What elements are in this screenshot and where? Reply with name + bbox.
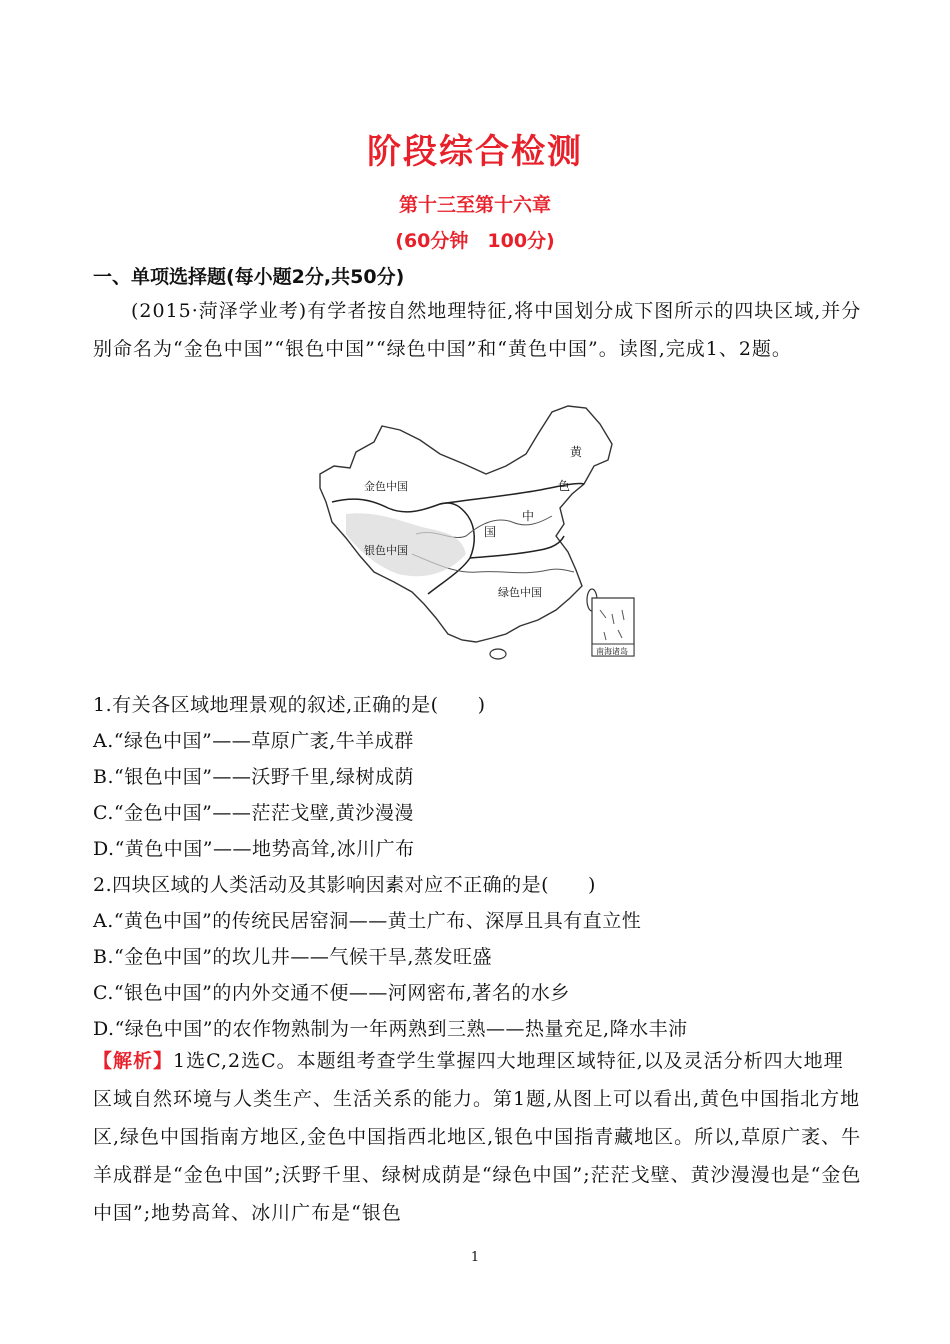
map-label-yellow-1: 黄 bbox=[570, 445, 583, 459]
time-and-score: (60分钟 100分) bbox=[395, 230, 555, 252]
map-label-yellow-2: 色 bbox=[558, 479, 571, 493]
question-2-option-c: C.“银色中国”的内外交通不便——河网密布,著名的水乡 bbox=[93, 982, 570, 1004]
question-1-option-a: A.“绿色中国”——草原广袤,牛羊成群 bbox=[93, 730, 414, 752]
chapter-range: 第十三至第十六章 bbox=[398, 194, 551, 216]
question-1-option-d: D.“黄色中国”——地势高耸,冰川广布 bbox=[93, 838, 415, 860]
page-number: 1 bbox=[470, 1250, 480, 1265]
question-1-option-b: B.“银色中国”——沃野千里,绿树成荫 bbox=[93, 766, 414, 788]
map-label-yellow-3: 中 bbox=[522, 509, 535, 523]
question-2-option-b: B.“金色中国”的坎儿井——气候干旱,蒸发旺盛 bbox=[93, 946, 492, 968]
analysis-tag: 【解析】 bbox=[93, 1050, 174, 1072]
map-label-inset: 南海诸岛 bbox=[596, 647, 628, 656]
page-title: 阶段综合检测 bbox=[367, 132, 583, 172]
question-1-stem: 1.有关各区域地理景观的叙述,正确的是( ) bbox=[93, 694, 486, 716]
question-intro: (2015·菏泽学业考)有学者按自然地理特征,将中国划分成下图所示的四块区域,并分别命名为“金色中国”“银色中国”“绿色中国”和“黄色中国”。读图,完成1、2题。 bbox=[93, 300, 862, 360]
hainan-island bbox=[490, 649, 506, 659]
section-heading: 一、单项选择题(每小题2分,共50分) bbox=[93, 266, 405, 288]
map-label-green: 绿色中国 bbox=[498, 586, 542, 599]
map-label-gold: 金色中国 bbox=[364, 480, 408, 493]
question-2-stem: 2.四块区域的人类活动及其影响因素对应不正确的是( ) bbox=[93, 874, 596, 896]
china-region-map bbox=[316, 404, 638, 666]
map-label-yellow-4: 国 bbox=[484, 525, 497, 539]
question-2-option-d: D.“绿色中国”的农作物熟制为一年两熟到三熟——热量充足,降水丰沛 bbox=[93, 1018, 688, 1040]
question-1-option-c: C.“金色中国”——茫茫戈壁,黄沙漫漫 bbox=[93, 802, 414, 824]
map-label-silver: 银色中国 bbox=[364, 544, 408, 557]
analysis-block bbox=[93, 1042, 863, 1232]
analysis-text: 1选C,2选C。本题组考查学生掌握四大地理区域特征,以及灵活分析四大地理区域自然环境与人类生产、生活关系的能力。第1题,从图上可以看出,黄色中国指北方地区,绿色中国指南方地区,金色中国指西北地区,银色中国指青藏地区。所以,草原广袤、牛羊成群是“金色中国”;沃野千里、绿树成荫是“绿色中国”;茫茫戈壁、黄沙漫漫也是“金色中国”;地势高耸、冰川广布是“银色 bbox=[93, 1050, 862, 1224]
question-2-option-a: A.“黄色中国”的传统民居窑洞——黄土广布、深厚且具有直立性 bbox=[93, 910, 642, 932]
